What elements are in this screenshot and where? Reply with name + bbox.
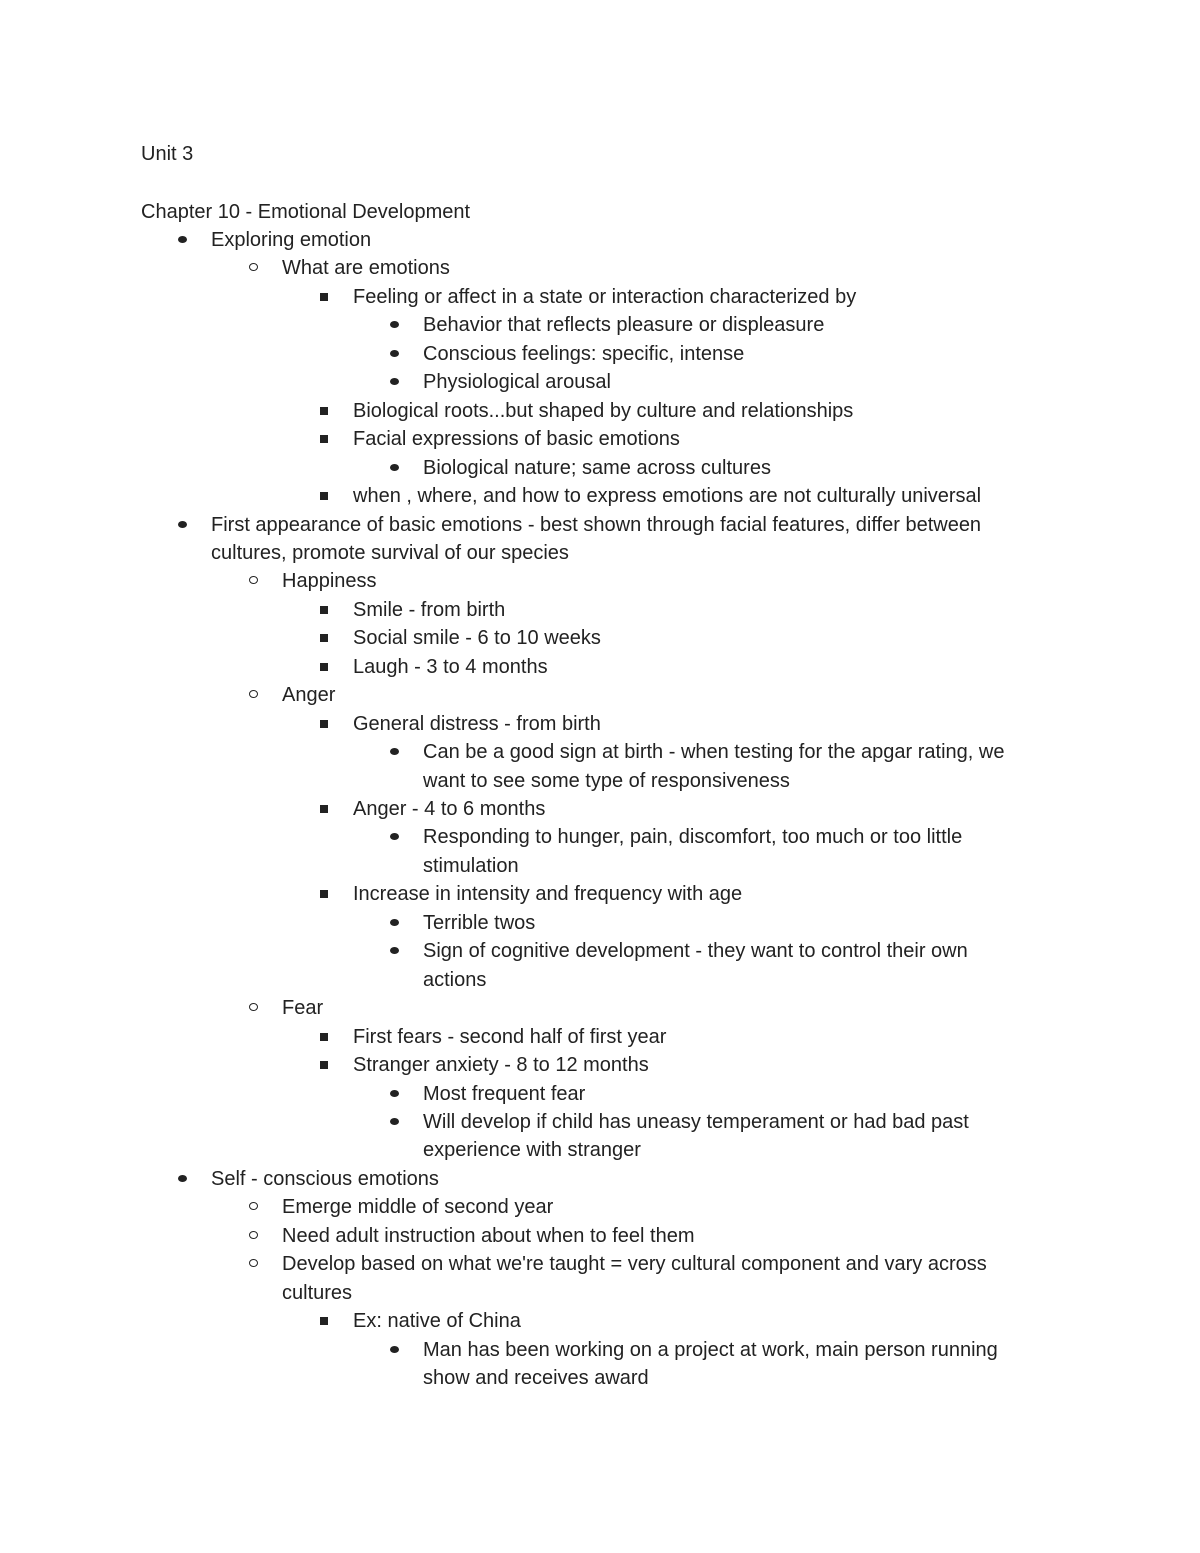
outline-item-text: Exploring emotion xyxy=(211,229,372,251)
outline-item-text: Ex: native of China xyxy=(353,1310,521,1332)
bullet-icon xyxy=(388,823,408,851)
bullet-icon xyxy=(318,596,338,624)
outline-item-text: General distress - from birth xyxy=(353,713,601,735)
bullet-icon xyxy=(318,880,338,908)
bullet-icon xyxy=(388,1108,408,1136)
bullet-icon xyxy=(176,511,196,539)
outline-item-text: cultures xyxy=(282,1282,353,1304)
bullet-icon xyxy=(318,710,338,738)
bullet-icon xyxy=(388,340,408,368)
outline-item-text: Fear xyxy=(282,997,324,1019)
outline-item-text: Emerge middle of second year xyxy=(282,1196,554,1218)
outline-item-text: Self - conscious emotions xyxy=(211,1168,439,1190)
outline-item-text: What are emotions xyxy=(282,257,450,279)
outline-item-text: want to see some type of responsiveness xyxy=(423,770,790,792)
outline-item-text: Happiness xyxy=(282,570,377,592)
bullet-icon xyxy=(388,909,408,937)
bullet-icon xyxy=(318,397,338,425)
bullet-icon xyxy=(388,368,408,396)
outline-item-text: Social smile - 6 to 10 weeks xyxy=(353,627,601,649)
outline-item-text: Feeling or affect in a state or interaction characterized by xyxy=(353,286,857,308)
bullet-icon xyxy=(318,1051,338,1079)
bullet-icon xyxy=(247,681,267,709)
outline-item-text: Laugh - 3 to 4 months xyxy=(353,656,548,678)
outline-item-text: Anger xyxy=(282,684,336,706)
outline-item-text: Behavior that reflects pleasure or displeasure xyxy=(423,314,825,336)
outline-item-text: Stranger anxiety - 8 to 12 months xyxy=(353,1054,649,1076)
outline-item-text: when , where, and how to express emotions are not culturally universal xyxy=(353,485,982,507)
outline-item-text: Responding to hunger, pain, discomfort, too much or too little xyxy=(423,826,963,848)
outline-item-text: Develop based on what we're taught = very cultural component and vary across xyxy=(282,1253,987,1275)
outline-item-text: Conscious feelings: specific, intense xyxy=(423,343,745,365)
bullet-icon xyxy=(318,425,338,453)
bullet-icon xyxy=(247,254,267,282)
bullet-icon xyxy=(318,283,338,311)
bullet-icon xyxy=(318,482,338,510)
bullet-icon xyxy=(247,1250,267,1278)
bullet-icon xyxy=(388,1336,408,1364)
bullet-icon xyxy=(388,738,408,766)
outline-item-text: Physiological arousal xyxy=(423,371,611,393)
outline-item-text: Man has been working on a project at work, main person running xyxy=(423,1339,998,1361)
bullet-icon xyxy=(388,311,408,339)
outline-item-text: Need adult instruction about when to feel them xyxy=(282,1225,695,1247)
outline-item-text: stimulation xyxy=(423,855,519,877)
bullet-icon xyxy=(318,795,338,823)
outline-item-text: actions xyxy=(423,969,487,991)
outline-item-text: cultures, promote survival of our species xyxy=(211,542,569,564)
outline-item-text: Smile - from birth xyxy=(353,599,506,621)
outline-item-text: experience with stranger xyxy=(423,1139,641,1161)
outline-item-text: Will develop if child has uneasy temperament or had bad past xyxy=(423,1111,969,1133)
bullet-icon xyxy=(388,937,408,965)
outline-item-text: Terrible twos xyxy=(423,912,536,934)
chapter-title: Chapter 10 - Emotional Development xyxy=(141,201,471,223)
bullet-icon xyxy=(247,1193,267,1221)
bullet-icon xyxy=(176,1165,196,1193)
outline-item-text: Sign of cognitive development - they want to control their own xyxy=(423,940,968,962)
bullet-icon xyxy=(318,624,338,652)
bullet-icon xyxy=(318,1307,338,1335)
bullet-icon xyxy=(318,653,338,681)
outline-item-text: Most frequent fear xyxy=(423,1083,586,1105)
outline-item-text: Increase in intensity and frequency with age xyxy=(353,883,743,905)
outline-item-text: Biological roots...but shaped by culture and relationships xyxy=(353,400,854,422)
outline-item-text: Facial expressions of basic emotions xyxy=(353,428,680,450)
outline-item-text: Biological nature; same across cultures xyxy=(423,457,771,479)
bullet-icon xyxy=(247,1222,267,1250)
bullet-icon xyxy=(388,1080,408,1108)
outline-item-text: Anger - 4 to 6 months xyxy=(353,798,546,820)
outline-item-text: First fears - second half of first year xyxy=(353,1026,667,1048)
bullet-icon xyxy=(247,994,267,1022)
bullet-icon xyxy=(388,454,408,482)
outline-item-text: Can be a good sign at birth - when testing for the apgar rating, we xyxy=(423,741,1005,763)
bullet-icon xyxy=(247,567,267,595)
outline-item-text: show and receives award xyxy=(423,1367,649,1389)
unit-title: Unit 3 xyxy=(141,143,194,165)
bullet-icon xyxy=(318,1023,338,1051)
outline-item-text: First appearance of basic emotions - best shown through facial features, differ between xyxy=(211,514,982,536)
bullet-icon xyxy=(176,226,196,254)
